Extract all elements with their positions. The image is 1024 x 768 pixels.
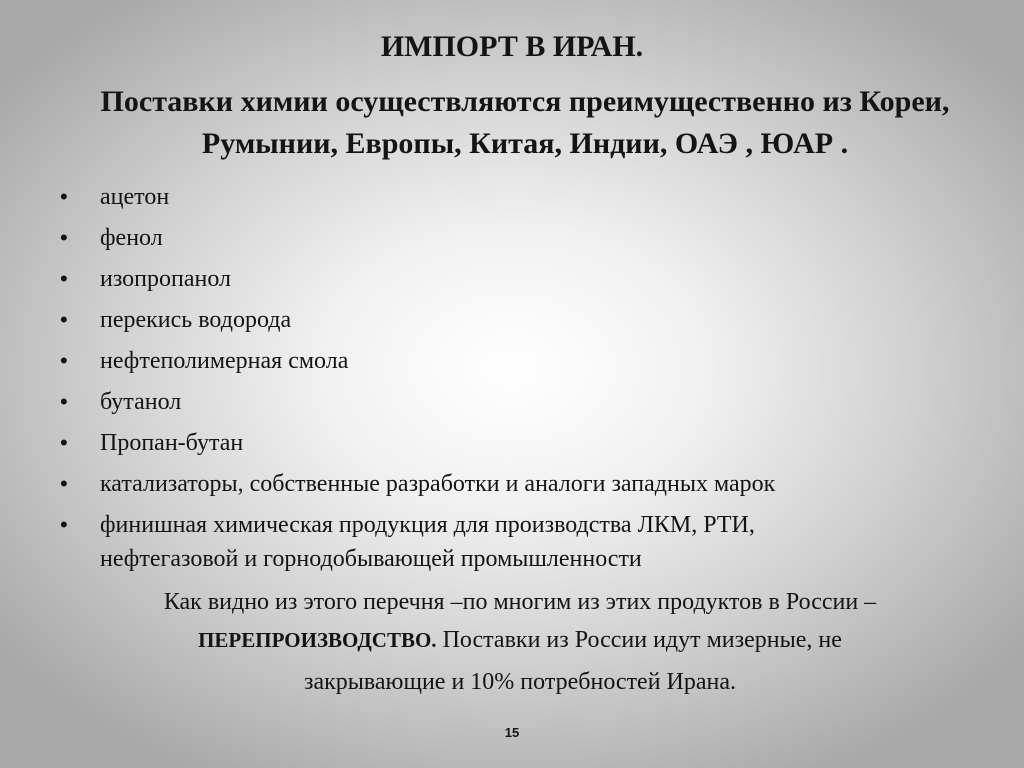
list-item bbox=[60, 467, 960, 501]
bullet-icon: • bbox=[60, 225, 68, 250]
list-item bbox=[60, 426, 960, 460]
subtitle-line-2: Румынии, Европы, Китая, Индии, ОАЭ , ЮАР . bbox=[201, 127, 849, 160]
bullet-icon: • bbox=[60, 266, 68, 291]
page-number: 15 bbox=[504, 725, 520, 740]
list-item-text: нефтеполимерная смола bbox=[100, 348, 349, 374]
overproduction-emphasis: ПЕРЕПРОИЗВОДСТВО. bbox=[198, 628, 437, 652]
list-item-text: изопропанол bbox=[100, 266, 232, 292]
list-item-text: фенол bbox=[100, 225, 163, 251]
list-item bbox=[60, 344, 960, 378]
bullet-icon: • bbox=[60, 471, 68, 496]
list-item-text: Пропан-бутан bbox=[100, 430, 244, 456]
list-item bbox=[60, 262, 960, 296]
list-item bbox=[60, 221, 960, 255]
conclusion-line-2: Поставки из России идут мизерные, не bbox=[436, 627, 842, 653]
conclusion-line-1: Как видно из этого перечня –по многим из этих продуктов в России – bbox=[163, 589, 877, 615]
bullet-icon: • bbox=[60, 348, 68, 373]
list-item bbox=[60, 508, 960, 576]
list-item-text: бутанол bbox=[100, 389, 182, 415]
bullet-icon: • bbox=[60, 430, 68, 455]
list-item-text: перекись водорода bbox=[100, 307, 292, 333]
list-item-text: ацетон bbox=[100, 184, 170, 210]
list-item bbox=[60, 303, 960, 337]
slide-title: ИМПОРТ В ИРАН. bbox=[380, 30, 644, 63]
subtitle-line-1: Поставки химии осуществляются преимущественно из Кореи, bbox=[100, 85, 950, 118]
bullet-icon: • bbox=[60, 184, 68, 209]
slide-subtitle bbox=[30, 81, 1020, 165]
bullet-icon: • bbox=[60, 512, 68, 537]
conclusion-text bbox=[70, 583, 970, 701]
import-products-list bbox=[60, 180, 960, 583]
conclusion-line-3: закрывающие и 10% потребностей Ирана. bbox=[303, 669, 737, 695]
list-item-text: финишная химическая продукция для производства ЛКМ, РТИ, bbox=[100, 512, 755, 538]
list-item bbox=[60, 385, 960, 419]
list-item-text-continued: нефтегазовой и горнодобывающей промышленности bbox=[100, 546, 642, 572]
bullet-icon: • bbox=[60, 307, 68, 332]
bullet-icon: • bbox=[60, 389, 68, 414]
list-item-text: катализаторы, собственные разработки и аналоги западных марок bbox=[100, 471, 776, 497]
list-item bbox=[60, 180, 960, 214]
